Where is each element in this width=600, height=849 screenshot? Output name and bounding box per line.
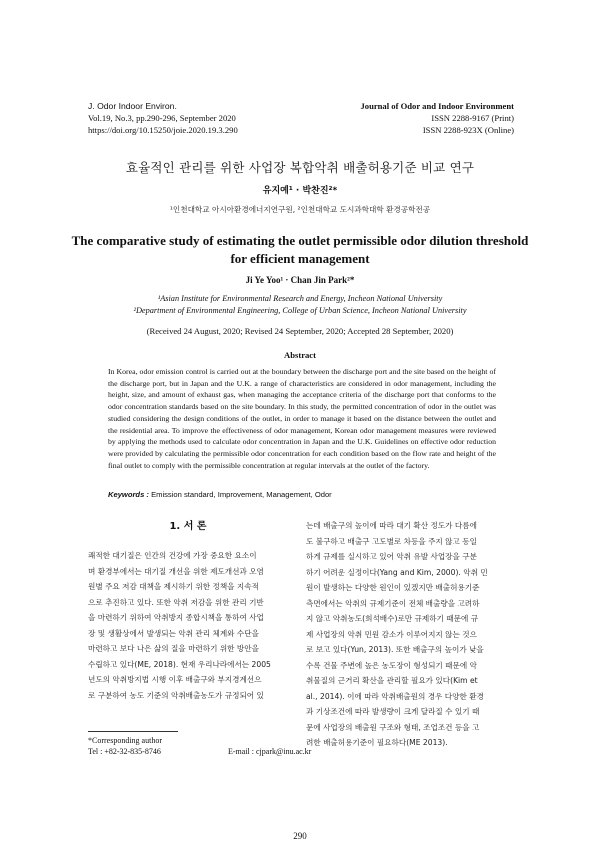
body-text-line: 년도의 악취방지법 시행 이후 배출구와 부지경계선으 bbox=[88, 675, 262, 684]
section-heading-introduction: 1. 서 론 bbox=[169, 521, 207, 532]
body-text-line: 제 사업장의 악취 민원 감소가 이루어지지 않는 것으 bbox=[306, 629, 477, 639]
body-text-line: 로 구분하여 농도 기준의 악취배출농도가 규정되어 있 bbox=[88, 690, 264, 700]
body-text-line: 측면에서는 악취의 규제기준이 전체 배출량을 고려하 bbox=[306, 598, 480, 608]
keywords bbox=[108, 490, 496, 499]
keywords-list: Emission standard, Improvement, Management, Odor bbox=[151, 490, 332, 499]
volume-info: Vol.19, No.3, pp.290-296, September 2020 bbox=[88, 113, 236, 123]
body-text-line: 로 보고 있다(Yun, 2013). 또한 배출구의 높이가 낮을 bbox=[306, 645, 484, 654]
body-text-line: al., 2014). 이에 따라 악취배출원의 경우 다양한 환경 bbox=[306, 691, 484, 701]
body-text-line: 을 마련하기 위하여 악취방지 종합시책을 통하여 사업 bbox=[88, 613, 264, 622]
body-text-line: 하게 규제를 실시하고 있어 악취 유발 사업장을 구분 bbox=[306, 552, 477, 561]
abstract-text: In Korea, odor emission control is carried out at the boundary between the discharge port and the site based on the height of the discharge port, but in Japan and the U.K. a range of characteristics are considered in odor management, including the height, size, and amount of exhaust gas, when managing the acceptance criteria of the discharge port that conforms to the odor concentration standards based on the site boundary. In this study, the permitted concentration of odor in the outlet was studied considering the design conditions of the outlet, in order to manage it based on the distance between the outlet and the residential area. To improve the effectiveness of odor management, Korean odor management measures were reviewed by applying the methods used to calculate odor concentration in Japan and the U.K. Guidelines on effective odor reduction were provided by calculating the permissible odor concentration for each condition based on the flow rate and height of the final outlet to comply with the permissible concentration at regular intervals at the outlet of the factory. bbox=[108, 367, 496, 470]
footnote bbox=[88, 735, 388, 757]
body-text-line: 원이 발생하는 다양한 원인이 있겠지만 배출허용기준 bbox=[306, 583, 480, 592]
body-text-line: 는데 배출구의 높이에 따라 대기 확산 정도가 다름에 bbox=[306, 521, 477, 530]
affiliation-1: ¹Asian Institute for Environmental Research and Energy, Incheon National University bbox=[157, 294, 443, 303]
english-affiliations bbox=[0, 293, 600, 317]
body-text-line: 원별 주요 저감 대책을 제시하기 위한 정책을 지속적 bbox=[88, 582, 259, 591]
korean-authors: 유지예¹ · 박찬진²* bbox=[262, 186, 338, 196]
body-text-line: 문에 사업장의 배출원 구조와 형태, 조업조건 등을 고 bbox=[306, 722, 480, 732]
body-text-line: 취물질의 근거리 확산을 관리할 필요가 있다(Kim et bbox=[306, 676, 478, 685]
journal-short-name: J. Odor Indoor Environ. bbox=[88, 101, 177, 111]
keywords-label: Keywords : bbox=[108, 490, 149, 499]
body-text-line: 하기 어려운 실정이다(Yang and Kim, 2000). 악취 민 bbox=[306, 567, 488, 577]
footnote-divider bbox=[88, 731, 178, 732]
body-text-line: 쾌적한 대기질은 인간의 건강에 가장 중요한 요소이 bbox=[88, 551, 257, 560]
korean-title: 효율적인 관리를 위한 사업장 복합악취 배출허용기준 비교 연구 bbox=[125, 160, 475, 175]
issn-print: ISSN 2288-9167 (Print) bbox=[431, 113, 514, 123]
body-text-line: 지 않고 악취농도(희석배수)로만 규제하기 때문에 규 bbox=[306, 614, 479, 623]
body-text-line: 며 환경부에서는 대기질 개선을 위한 제도개선과 오염 bbox=[88, 566, 264, 576]
english-authors: Ji Ye Yoo¹ · Chan Jin Park²* bbox=[245, 275, 355, 285]
body-text-line: 과 기상조건에 따라 발생량이 크게 달라질 수 있기 때 bbox=[306, 707, 480, 716]
body-text-line: 장 및 생활상에서 발생되는 악취 관리 체계와 수단을 bbox=[88, 628, 259, 638]
corresponding-email[interactable]: E-mail : cjpark@inu.ac.kr bbox=[228, 747, 312, 756]
corresponding-author-label: *Corresponding author bbox=[88, 736, 162, 745]
intro-column-left bbox=[88, 548, 296, 703]
journal-header-left bbox=[88, 100, 238, 136]
doi-link[interactable]: https://doi.org/10.15250/joie.2020.19.3.290 bbox=[88, 125, 238, 135]
body-text-line: 수립하고 있다(ME, 2018). 현재 우리나라에서는 2005 bbox=[88, 659, 271, 669]
corresponding-tel: Tel : +82-32-835-8746 bbox=[88, 747, 161, 756]
journal-header-right bbox=[360, 100, 514, 136]
journal-full-name: Journal of Odor and Indoor Environment bbox=[360, 101, 514, 111]
english-title: The comparative study of estimating the outlet permissible odor dilution threshold for efficient management bbox=[71, 233, 529, 266]
affiliation-2: ²Department of Environmental Engineering, College of Urban Science, Incheon National University bbox=[133, 306, 467, 315]
page-number: 290 bbox=[293, 831, 307, 841]
body-text-line: 수록 건물 주변에 높은 농도장이 형성되기 때문에 악 bbox=[306, 660, 477, 670]
intro-column-right bbox=[306, 518, 516, 751]
body-text-line: 려한 배출허용기준이 필요하다(ME 2013). bbox=[306, 738, 448, 747]
body-text-line: 도 불구하고 배출구 고도별로 차등을 주지 않고 동일 bbox=[306, 536, 477, 546]
body-text-line: 마련하고 보다 나은 삶의 질을 마련하기 위한 방안을 bbox=[88, 644, 259, 653]
body-text-line: 으로 추진하고 있다. 또한 악취 저감을 위한 관리 기반 bbox=[88, 597, 264, 607]
korean-affiliations: ¹인천대학교 아시아환경에너지연구원, ²인천대학교 도시과학대학 환경공학전공 bbox=[169, 205, 431, 214]
submission-dates: (Received 24 August, 2020; Revised 24 September, 2020; Accepted 28 September, 2020) bbox=[146, 326, 454, 336]
abstract-heading: Abstract bbox=[284, 350, 316, 360]
issn-online: ISSN 2288-923X (Online) bbox=[422, 125, 514, 135]
